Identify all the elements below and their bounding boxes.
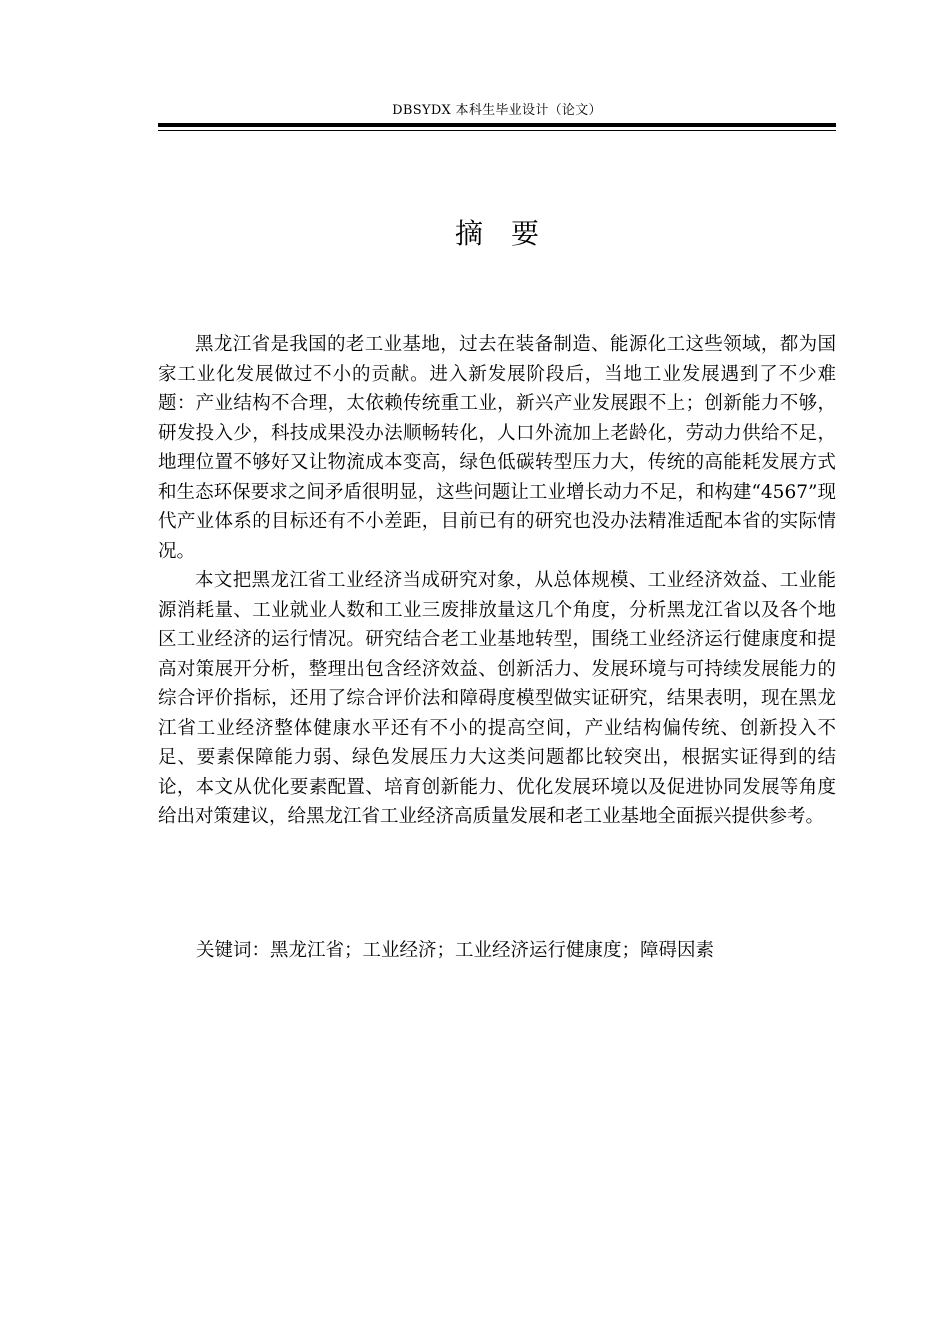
header-rule-thick bbox=[158, 123, 836, 127]
header-rule-thin bbox=[158, 130, 836, 131]
abstract-title-char-2: 要 bbox=[511, 217, 540, 250]
abstract-body bbox=[158, 330, 836, 832]
abstract-title-char-1: 摘 bbox=[454, 217, 483, 250]
keywords-line bbox=[196, 938, 836, 964]
abstract-title bbox=[158, 214, 836, 254]
abstract-paragraph-1: 黑龙江省是我国的老工业基地，过去在装备制造、能源化工这些领域，都为国家工业化发展做过不小的贡献。进入新发展阶段后，当地工业发展遇到了不少难题：产业结构不合理，太依赖传统重工业，新兴产业发展跟不上；创新能力不够，研发投入少，科技成果没办法顺畅转化，人口外流加上老龄化，劳动力供给不足，地理位置不够好又让物流成本变高，绿色低碳转型压力大，传统的高能耗发展方式和生态环保要求之间矛盾很明显，这些问题让工业增长动力不足，和构建“4567”现代产业体系的目标还有不小差距，目前已有的研究也没办法精准适配本省的实际情况。 bbox=[158, 334, 836, 562]
running-header: DBSYDX 本科生毕业设计（论文） bbox=[392, 103, 602, 118]
keywords-value: 黑龙江省；工业经济；工业经济运行健康度；障碍因素 bbox=[270, 940, 715, 961]
abstract-paragraph-2: 本文把黑龙江省工业经济当成研究对象，从总体规模、工业经济效益、工业能源消耗量、工业就业人数和工业三废排放量这几个角度，分析黑龙江省以及各个地区工业经济的运行情况。研究结合老工业基地转型，围绕工业经济运行健康度和提高对策展开分析，整理出包含经济效益、创新活力、发展环境与可持续发展能力的综合评价指标，还用了综合评价法和障碍度模型做实证研究，结果表明，现在黑龙江省工业经济整体健康水平还有不小的提高空间，产业结构偏传统、创新投入不足、要素保障能力弱、绿色发展压力大这类问题都比较突出，根据实证得到的结论，本文从优化要素配置、培育创新能力、优化发展环境以及促进协同发展等角度给出对策建议，给黑龙江省工业经济高质量发展和老工业基地全面振兴提供参考。 bbox=[158, 570, 836, 827]
keywords-label: 关键词： bbox=[196, 940, 271, 961]
